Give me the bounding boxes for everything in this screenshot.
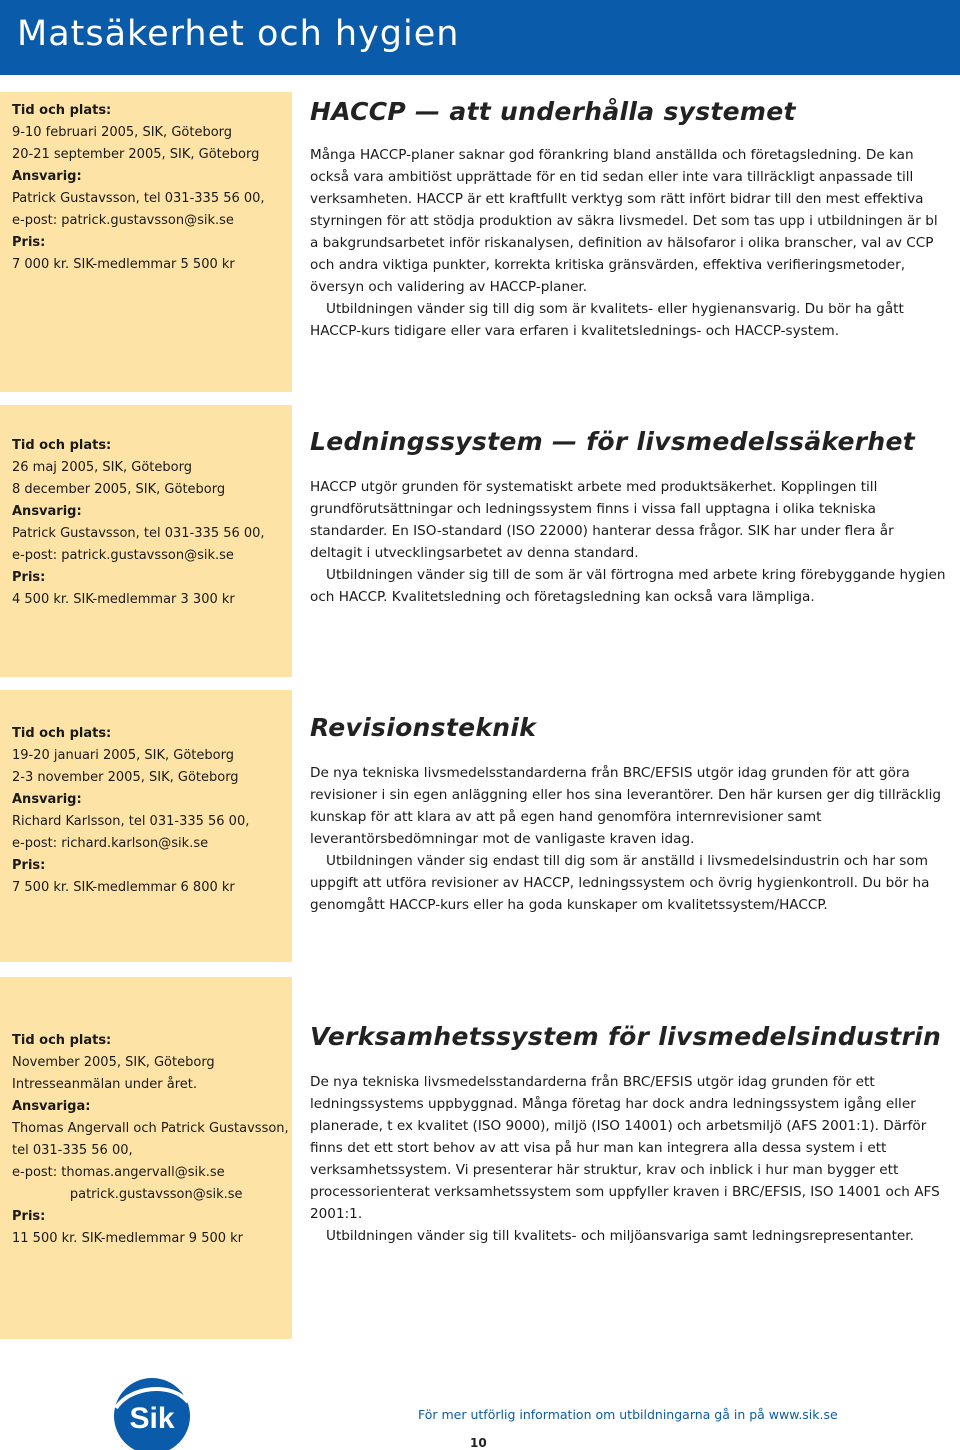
email-line: patrick.gustavsson@sik.se (12, 1187, 243, 1202)
course-title: Verksamhetssystem för livsmedelsindustrin (310, 1022, 942, 1051)
date-line: 2-3 november 2005, SIK, Göteborg (12, 770, 239, 785)
date-line: 26 maj 2005, SIK, Göteborg (12, 460, 192, 475)
time-place-label: Tid och plats: (12, 1033, 112, 1048)
course-section-haccp (0, 92, 960, 392)
price-label: Pris: (12, 570, 46, 585)
date-line: 8 december 2005, SIK, Göteborg (12, 482, 226, 497)
course-content (310, 427, 950, 608)
price-label: Pris: (12, 1209, 46, 1224)
course-content (310, 97, 950, 342)
course-paragraph: De nya tekniska livsmedelsstandarderna från BRC/EFSIS utgör idag grunden för ett ledningssystems uppbyggnad. Många företag har dock andra ledningssystem igång eller planerade, t ex kvalitet (ISO 9000), miljö (ISO 14001) och arbetsmiljö (AFS 2001:1). Därför finns det ett stort behov av att visa på hur man kan integrera alla dessa system i ett verksamhetssystem. Vi presenterar här struktur, krav och inblick i hur man bygger ett processorienterat verksamhetssystem som uppfyller kraven i BRC/EFSIS, ISO 14001 och AFS 2001:1. (310, 1074, 940, 1222)
course-info-box (0, 690, 292, 962)
time-place-label: Tid och plats: (12, 726, 112, 741)
contact-line: Patrick Gustavsson, tel 031-335 56 00, (12, 526, 265, 541)
page-number: 10 (470, 1436, 487, 1450)
contact-line: Thomas Angervall och Patrick Gustavsson, (12, 1121, 289, 1136)
price-label: Pris: (12, 235, 46, 250)
course-section-revisionsteknik (0, 690, 960, 962)
date-line: 9-10 februari 2005, SIK, Göteborg (12, 125, 233, 140)
course-content (310, 1022, 950, 1247)
page-title: Matsäkerhet och hygien (17, 14, 460, 54)
price-line: 7 500 kr. SIK-medlemmar 6 800 kr (12, 880, 235, 895)
course-info-box (0, 92, 292, 392)
course-paragraph: De nya tekniska livsmedelsstandarderna från BRC/EFSIS utgör idag grunden för att göra revisioner i sin egen anläggning eller hos sina leverantörer. Den här kursen ger dig tillräcklig kunskap för att klara av att på egen hand genomföra internrevisioner samt leverantörsbedömningar mot de vanligaste kraven idag. (310, 765, 942, 847)
course-title: Ledningssystem — för livsmedelssäkerhet (310, 427, 916, 456)
course-paragraph: Utbildningen vänder sig till de som är väl förtrogna med arbete kring förebyggande hygien och HACCP. Kvalitetsledning och företagsledning kan också vara lämpliga. (310, 567, 946, 605)
course-title: HACCP — att underhålla systemet (310, 97, 796, 126)
course-content (310, 713, 950, 916)
course-title: Revisionsteknik (310, 713, 537, 742)
price-label: Pris: (12, 858, 46, 873)
page-header (0, 0, 960, 75)
logo-text: Sik (129, 1402, 175, 1435)
email-line: e-post: patrick.gustavsson@sik.se (12, 213, 234, 228)
responsible-label: Ansvarig: (12, 169, 82, 184)
price-line: 7 000 kr. SIK-medlemmar 5 500 kr (12, 257, 235, 272)
responsible-label: Ansvariga: (12, 1099, 91, 1114)
contact-line: Richard Karlsson, tel 031-335 56 00, (12, 814, 250, 829)
time-place-label: Tid och plats: (12, 438, 112, 453)
phone-line: tel 031-335 56 00, (12, 1143, 133, 1158)
course-info-box (0, 977, 292, 1339)
responsible-label: Ansvarig: (12, 504, 82, 519)
email-line: e-post: richard.karlson@sik.se (12, 836, 209, 851)
contact-line: Patrick Gustavsson, tel 031-335 56 00, (12, 191, 265, 206)
date-line: November 2005, SIK, Göteborg (12, 1055, 215, 1070)
course-info-box (0, 405, 292, 677)
date-line: Intresseanmälan under året. (12, 1077, 198, 1092)
course-paragraph: Utbildningen vänder sig endast till dig som är anställd i livsmedelsindustrin och har som uppgift att utföra revisioner av HACCP, ledningssystem och övrig hygienkontroll. Du bör ha genomgått HACCP-kurs eller ha goda kunskaper om kvalitetssystem/HACCP. (310, 853, 930, 913)
footer-info-text: För mer utförlig information om utbildningarna gå in på www.sik.se (418, 1407, 838, 1422)
course-paragraph: Utbildningen vänder sig till kvalitets- och miljöansvariga samt ledningsrepresentanter. (326, 1228, 914, 1244)
time-place-label: Tid och plats: (12, 103, 112, 118)
course-section-ledningssystem (0, 405, 960, 677)
course-section-verksamhetssystem (0, 977, 960, 1339)
course-paragraph: Många HACCP-planer saknar god förankring bland anställda och företagsledning. De kan också vara ambitiöst upprättade för en tid sedan eller inte vara tillräckligt anpassade till verksamheten. HACCP är ett kraftfullt verktyg som rätt infört bidrar till den mest effektiva styrningen för att stödja produktion av säkra livsmedel. Det som tas upp i utbildningen är bl a bakgrundsarbetet inför riskanalysen, definition av hälsofaror i olika branscher, val av CCP och andra viktiga punkter, korrekta kritiska gränsvärden, effektiva verifieringsmetoder, översyn och validering av HACCP-planer. (310, 147, 938, 295)
date-line: 19-20 januari 2005, SIK, Göteborg (12, 748, 234, 763)
responsible-label: Ansvarig: (12, 792, 82, 807)
sik-logo (110, 1368, 194, 1450)
date-line: 20-21 september 2005, SIK, Göteborg (12, 147, 260, 162)
price-line: 11 500 kr. SIK-medlemmar 9 500 kr (12, 1231, 244, 1246)
email-line: e-post: patrick.gustavsson@sik.se (12, 548, 234, 563)
course-paragraph: HACCP utgör grunden för systematiskt arbete med produktsäkerhet. Kopplingen till grundförutsättningar och ledningssystem finns i vissa fall upptagna i olika tekniska standarder. En ISO-standard (ISO 22000) hanterar dessa frågor. SIK har under flera år deltagit i utvecklingsarbetet av denna standard. (310, 479, 894, 561)
price-line: 4 500 kr. SIK-medlemmar 3 300 kr (12, 592, 235, 607)
course-paragraph: Utbildningen vänder sig till dig som är kvalitets- eller hygienansvarig. Du bör ha gått HACCP-kurs tidigare eller vara erfaren i kvalitetslednings- och HACCP-system. (310, 301, 904, 339)
email-line: e-post: thomas.angervall@sik.se (12, 1165, 225, 1180)
